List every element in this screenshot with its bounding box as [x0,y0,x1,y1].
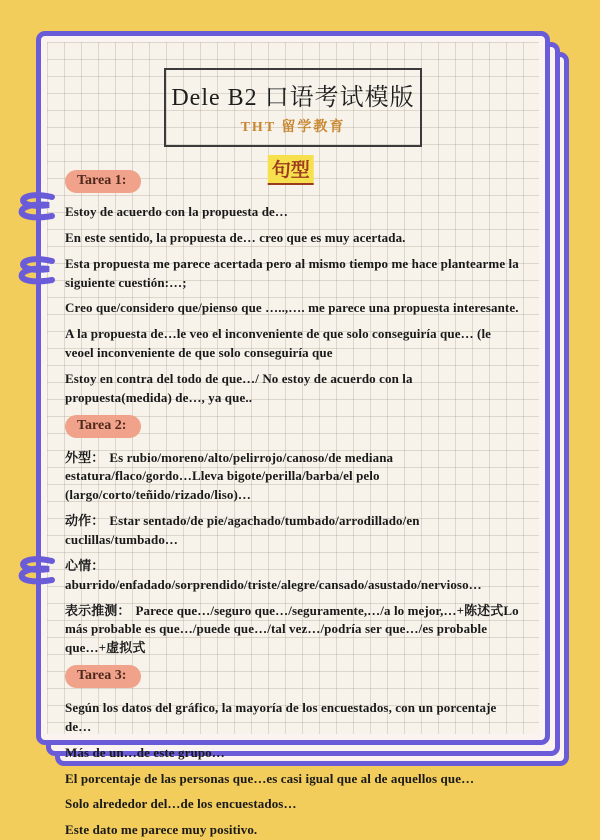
notebook-card [36,31,550,838]
chinese-label: 动作： [65,513,105,529]
phrase-line: 表示推测： Parece que…/seguro que…/seguramente,…/a lo mejor,…+陈述式Lo más probable es que…/puede que…/tal vez…/podría ser que…/es probable que…+虚拟式 [65,602,519,656]
binding-clip-icon [4,188,58,228]
phrase-line: A la propuesta de…le veo el inconveniente de que solo conseguiría que… (le veoel inconveniente de que solo conseguiría que [65,326,492,361]
tarea-3-badge: Tarea 3: [65,665,141,688]
chinese-label: 心情： [65,557,105,573]
title-box [164,68,422,147]
binding-clip-icon [4,252,58,292]
grid-paper [47,42,539,838]
phrase-line: Solo alrededor del…de los encuestados… [65,796,297,812]
topic-row [65,157,521,201]
brand-subtitle: THT 留学教育 [240,120,346,135]
tarea-3-row [65,665,521,688]
notebook-card-stack [36,31,550,838]
phrase-line: En este sentido, la propuesta de… creo que es muy acertada. [65,229,406,245]
page-title: Dele B2 口语考试模版 [171,85,415,111]
binding-clip-icon [4,552,58,592]
phrase-line: Según los datos del gráfico, la mayoría de los encuestados, con un porcentaje de… [65,700,497,734]
chinese-label: 表示推测： [65,602,131,618]
phrase-line: Este dato me parece muy positivo. [65,822,258,838]
phrase-line: Más de un…de este grupo… [65,744,225,760]
phrase-line: Estoy en contra del todo de que…/ No estoy de acuerdo con la propuesta(medida) de…, ya que.. [65,370,413,405]
tarea-2-row [65,415,521,438]
phrase-line: 外型： Es rubio/moreno/alto/pelirrojo/canoso/de mediana estatura/flaco/gordo…Lleva bigote/perilla/barba/el pelo (largo/corto/teñido/rizado/liso)… [65,449,394,503]
phrase-line: El porcentaje de las personas que…es casi igual que al de aquellos que… [65,770,475,786]
phrase-line: Esta propuesta me parece acertada pero al mismo tiempo me hace plantearme la siguiente cuestión:…; [65,255,519,290]
phrase-line: 心情：aburrido/enfadado/sorprendido/triste/alegre/cansado/asustado/nervioso… [65,557,482,592]
chinese-label: 外型： [65,449,105,465]
tarea-2-badge: Tarea 2: [65,415,141,438]
topic-highlight: 句型 [268,155,314,185]
tarea-1-badge: Tarea 1: [65,170,141,193]
phrase-line: Estoy de acuerdo con la propuesta de… [65,204,289,219]
phrase-line: Creo que/considero que/pienso que …..,…. me parece una propuesta interesante. [65,300,519,316]
phrase-line: 动作： Estar sentado/de pie/agachado/tumbado/arrodillado/en cuclillas/tumbado… [65,513,420,547]
